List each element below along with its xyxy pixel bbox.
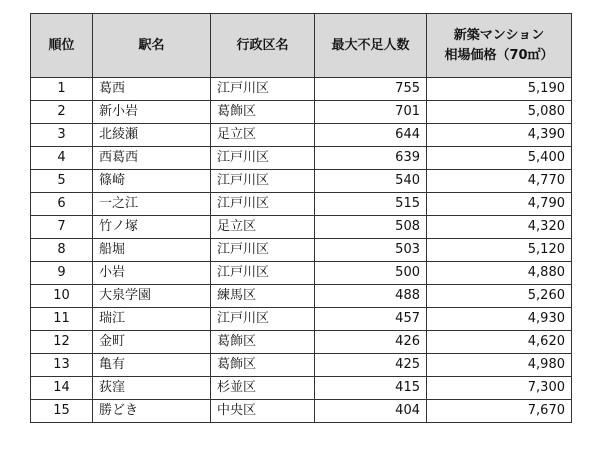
header-ward: 行政区名 bbox=[211, 14, 315, 78]
header-price-line1: 新築マンション bbox=[453, 27, 545, 43]
cell-ward: 中央区 bbox=[211, 400, 315, 423]
cell-rank: 6 bbox=[31, 193, 93, 216]
cell-price: 4,980 bbox=[427, 354, 572, 377]
cell-price: 5,190 bbox=[427, 78, 572, 101]
header-station: 駅名 bbox=[93, 14, 211, 78]
table-row bbox=[31, 239, 572, 262]
cell-rank: 4 bbox=[31, 147, 93, 170]
cell-ward: 杉並区 bbox=[211, 377, 315, 400]
cell-station: 勝どき bbox=[93, 400, 211, 423]
cell-price: 7,670 bbox=[427, 400, 572, 423]
cell-ward: 葛飾区 bbox=[211, 331, 315, 354]
cell-price: 4,790 bbox=[427, 193, 572, 216]
table-row bbox=[31, 262, 572, 285]
header-row bbox=[31, 14, 572, 78]
cell-rank: 3 bbox=[31, 124, 93, 147]
cell-rank: 7 bbox=[31, 216, 93, 239]
table-row bbox=[31, 78, 572, 101]
cell-price: 5,400 bbox=[427, 147, 572, 170]
cell-shortage: 425 bbox=[315, 354, 427, 377]
cell-rank: 5 bbox=[31, 170, 93, 193]
cell-ward: 足立区 bbox=[211, 124, 315, 147]
cell-ward: 江戸川区 bbox=[211, 262, 315, 285]
cell-shortage: 503 bbox=[315, 239, 427, 262]
cell-ward: 江戸川区 bbox=[211, 78, 315, 101]
cell-station: 北綾瀬 bbox=[93, 124, 211, 147]
cell-ward: 葛飾区 bbox=[211, 101, 315, 124]
cell-price: 4,880 bbox=[427, 262, 572, 285]
cell-shortage: 500 bbox=[315, 262, 427, 285]
cell-ward: 江戸川区 bbox=[211, 308, 315, 331]
cell-rank: 15 bbox=[31, 400, 93, 423]
header-shortage: 最大不足人数 bbox=[315, 14, 427, 78]
cell-station: 大泉学園 bbox=[93, 285, 211, 308]
header-rank: 順位 bbox=[31, 14, 93, 78]
cell-shortage: 540 bbox=[315, 170, 427, 193]
cell-station: 小岩 bbox=[93, 262, 211, 285]
cell-rank: 1 bbox=[31, 78, 93, 101]
cell-price: 5,080 bbox=[427, 101, 572, 124]
cell-rank: 12 bbox=[31, 331, 93, 354]
cell-rank: 10 bbox=[31, 285, 93, 308]
cell-station: 荻窪 bbox=[93, 377, 211, 400]
cell-shortage: 404 bbox=[315, 400, 427, 423]
cell-price: 5,260 bbox=[427, 285, 572, 308]
cell-ward: 葛飾区 bbox=[211, 354, 315, 377]
table-row bbox=[31, 101, 572, 124]
ranking-table bbox=[30, 13, 572, 423]
cell-ward: 江戸川区 bbox=[211, 147, 315, 170]
cell-price: 4,930 bbox=[427, 308, 572, 331]
cell-ward: 江戸川区 bbox=[211, 193, 315, 216]
header-price bbox=[427, 14, 572, 78]
cell-shortage: 457 bbox=[315, 308, 427, 331]
table-row bbox=[31, 285, 572, 308]
cell-shortage: 644 bbox=[315, 124, 427, 147]
cell-rank: 8 bbox=[31, 239, 93, 262]
cell-price: 4,620 bbox=[427, 331, 572, 354]
cell-station: 新小岩 bbox=[93, 101, 211, 124]
table-row bbox=[31, 170, 572, 193]
table-row bbox=[31, 193, 572, 216]
table-row bbox=[31, 331, 572, 354]
cell-shortage: 755 bbox=[315, 78, 427, 101]
cell-rank: 13 bbox=[31, 354, 93, 377]
cell-ward: 足立区 bbox=[211, 216, 315, 239]
cell-ward: 江戸川区 bbox=[211, 239, 315, 262]
table-header bbox=[31, 14, 572, 78]
table-row bbox=[31, 147, 572, 170]
cell-price: 4,770 bbox=[427, 170, 572, 193]
cell-station: 篠崎 bbox=[93, 170, 211, 193]
cell-station: 西葛西 bbox=[93, 147, 211, 170]
table-row bbox=[31, 308, 572, 331]
cell-station: 船堀 bbox=[93, 239, 211, 262]
cell-rank: 9 bbox=[31, 262, 93, 285]
cell-station: 亀有 bbox=[93, 354, 211, 377]
cell-shortage: 415 bbox=[315, 377, 427, 400]
cell-price: 5,120 bbox=[427, 239, 572, 262]
table-body bbox=[31, 78, 572, 423]
cell-shortage: 426 bbox=[315, 331, 427, 354]
cell-shortage: 488 bbox=[315, 285, 427, 308]
table-row bbox=[31, 124, 572, 147]
cell-price: 4,390 bbox=[427, 124, 572, 147]
cell-station: 竹ノ塚 bbox=[93, 216, 211, 239]
cell-station: 葛西 bbox=[93, 78, 211, 101]
cell-ward: 江戸川区 bbox=[211, 170, 315, 193]
cell-shortage: 701 bbox=[315, 101, 427, 124]
table-row bbox=[31, 354, 572, 377]
cell-price: 7,300 bbox=[427, 377, 572, 400]
cell-station: 瑞江 bbox=[93, 308, 211, 331]
cell-rank: 2 bbox=[31, 101, 93, 124]
cell-rank: 14 bbox=[31, 377, 93, 400]
table-row bbox=[31, 377, 572, 400]
cell-ward: 練馬区 bbox=[211, 285, 315, 308]
cell-price: 4,320 bbox=[427, 216, 572, 239]
header-price-line2: 相場価格（70㎡） bbox=[444, 47, 554, 63]
cell-station: 一之江 bbox=[93, 193, 211, 216]
table-row bbox=[31, 216, 572, 239]
cell-station: 金町 bbox=[93, 331, 211, 354]
cell-rank: 11 bbox=[31, 308, 93, 331]
table-row bbox=[31, 400, 572, 423]
cell-shortage: 639 bbox=[315, 147, 427, 170]
cell-shortage: 508 bbox=[315, 216, 427, 239]
cell-shortage: 515 bbox=[315, 193, 427, 216]
